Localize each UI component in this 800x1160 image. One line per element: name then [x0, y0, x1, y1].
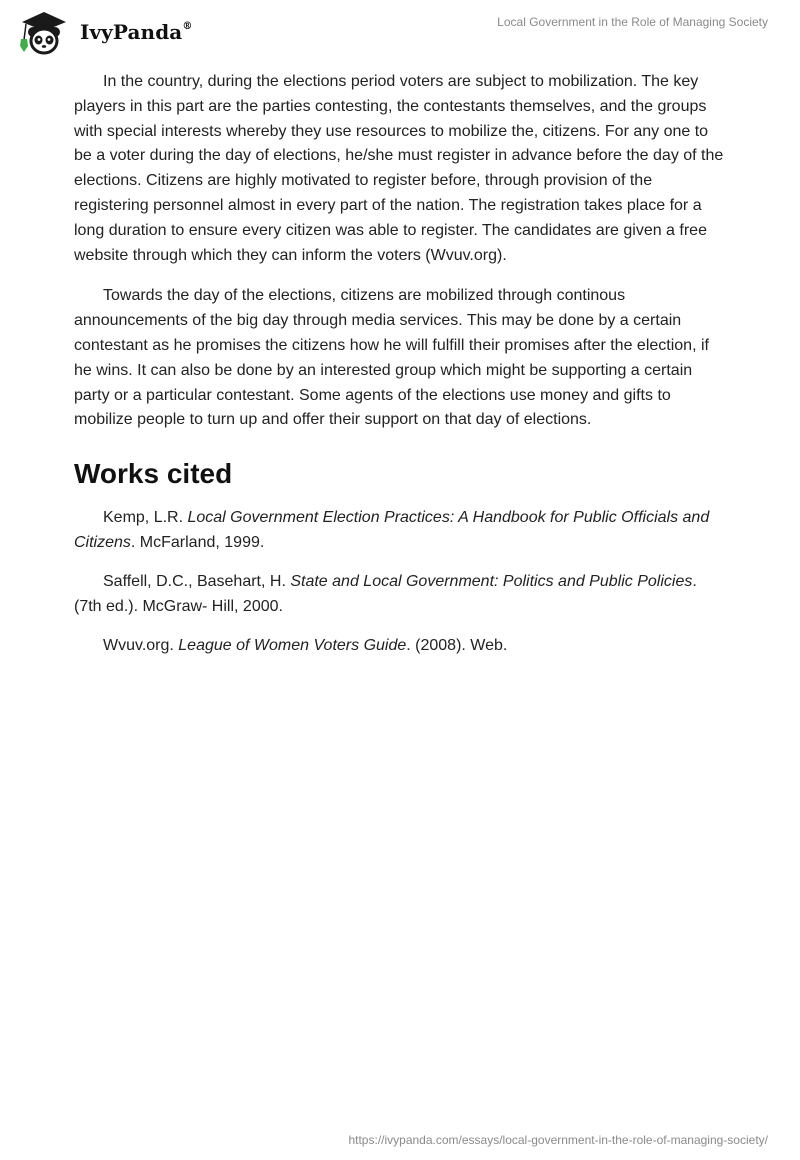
reference-title: League of Women Voters Guide — [178, 637, 407, 655]
brand-name: IvyPanda® — [80, 20, 193, 44]
registered-mark: ® — [182, 21, 193, 33]
reference-title: State and Local Government: Politics and Public Policies — [290, 573, 693, 591]
body-paragraph: Towards the day of the elections, citizens are mobilized through continous announcements of the big day through media services. This may be done by a certain contestant as he promises the citizens how he will fulfill their promises after the election, if he wins. It can also be done by an interested group which might be supporting a certain party or a particular contestant. Some agents of the elections use money and gifts to mobilize people to turn up and offer their support on that day of elections. — [74, 287, 709, 429]
reference-authors: Kemp, L.R. — [103, 509, 184, 527]
document-title: Local Government in the Role of Managing Society — [497, 15, 768, 29]
reference-details: . (7th ed.). McGraw- Hill, 2000. — [74, 573, 697, 616]
reference-entry — [74, 569, 726, 619]
reference-authors: Wvuv.org. — [103, 637, 174, 655]
reference-details: . (2008). Web. — [406, 637, 508, 655]
essay-content — [74, 70, 726, 672]
page-header — [0, 0, 800, 60]
body-paragraph: In the country, during the elections period voters are subject to mobilization. The key players in this part are the parties contesting, the contestants themselves, and the groups with special interests whereby they use resources to mobilize the, citizens. For any one to be a voter during the day of elections, he/she must register in advance before the day of the elections. Citizens are highly motivated to register before, through provision of the registering personnel almost in every part of the nation. The registration takes place for a long duration to ensure every citizen was able to register. The candidates are given a free website through which they can inform the voters (Wvuv.org). — [74, 73, 724, 264]
reference-entry — [74, 505, 726, 555]
works-cited-heading: Works cited — [74, 458, 233, 490]
source-url[interactable]: https://ivypanda.com/essays/local-government-in-the-role-of-managing-society/ — [348, 1133, 768, 1147]
reference-entry — [74, 633, 726, 658]
reference-title: Local Government Election Practices: A Handbook for Public Officials and Citizens — [74, 509, 710, 552]
reference-authors: Saffell, D.C., Basehart, H. — [103, 573, 286, 591]
reference-details: . McFarland, 1999. — [130, 534, 265, 552]
ivypanda-logo[interactable] — [14, 8, 192, 56]
panda-graduate-icon — [14, 8, 74, 56]
